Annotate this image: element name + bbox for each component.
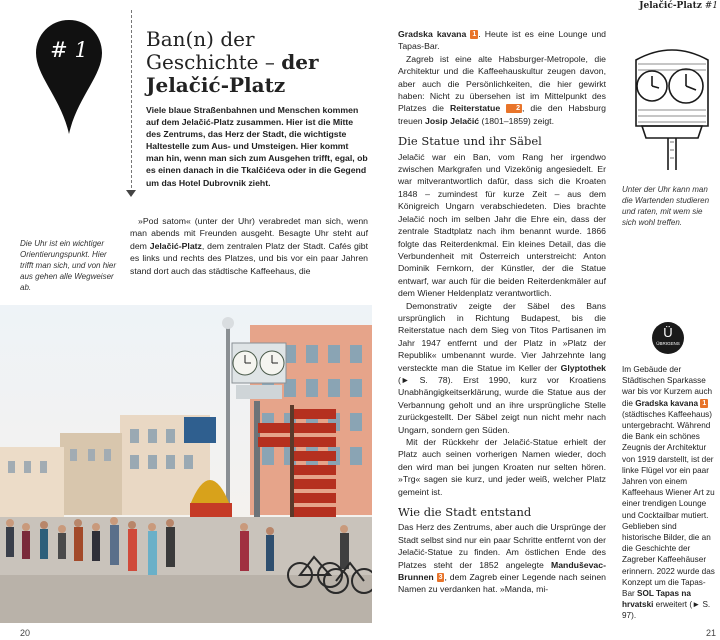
page-number-right: 21 bbox=[706, 628, 717, 638]
title-line-2 bbox=[146, 51, 366, 74]
ubrigens-badge-icon bbox=[652, 322, 684, 354]
running-head-text: Jelačić-Platz bbox=[639, 1, 702, 11]
person-name: Josip Jelačić bbox=[425, 115, 480, 126]
tip-box bbox=[622, 364, 718, 622]
text: (1801–1859) zeigt. bbox=[479, 115, 555, 126]
paragraph: Jelačić war ein Ban, vom Rang her irgendwo zwischen Markgrafen und Vizekönig angesiedelt. Er war mitverantwortlich dafür, dass sich die Kroaten 1848 – zumindest für kurze Zeit – aus dem Königreich Ungarn verabschiedeten. Dies brachte Jelačić noch im selben Jahr die Ehre ein, dass der zentrale Stadtplatz nach ihm benannt wurde. 1866 folgte das Reiterdenkmal. Ein kleines Detail, das die Verbundenheit mit Österreich unterstreicht: Anton Dominik Fernkorn, der Künstler, der die Statue entwarf, war auch für die beiden Reiterdenkmäler auf dem Wiener Heldenplatz verantwortlich. bbox=[398, 151, 606, 299]
place-name: Manduševac-Brunnen bbox=[398, 559, 606, 583]
place-name: Reiterstatue bbox=[449, 103, 501, 114]
paragraph bbox=[130, 215, 368, 277]
map-pin-icon bbox=[34, 18, 104, 136]
title-line-2-bold: der bbox=[281, 50, 319, 74]
place-name: Glyptothek bbox=[560, 362, 606, 373]
intro-text: Viele blaue Straßenbahnen und Menschen kommen auf dem Jelačić-Platz zusammen. Hier ist die Mitte des Zentrums, das Herz der Stadt, die wichtigste Haltestelle zum Aus- und Umsteigen. Hier kommt man hin, wenn man sich zum Ausgehen trifft, egal, ob es einen danach in die Tkalčićeva oder in die Gegend um das Hotel Dubrovnik zieht. bbox=[146, 105, 368, 188]
paragraph: Mit der Rückkehr der Jelačić-Statue erhielt der Platz auch seinen vorherigen Namen wieder, doch den wird man bei jungen Kroaten nur selten hören. »Trg« sagen sie kurz, und jeder weiß, welcher Platz gemeint ist. bbox=[398, 437, 606, 497]
text: Zagreb ist eine alte Habsburger-Metropole, die Architektur und die Kaffeehauskultur zeugen davon, aber auch die Persönlichkeiten, die hier gewirkt haben: Nicht zu übersehen ist im Mittelpunkt des Platzes die bbox=[398, 53, 606, 114]
text: »Pod satom« (unter der Uhr) verabredet man sich, wenn man abends mit Freunden ausgeht. Besagte Uhr steht auf dem bbox=[130, 216, 368, 251]
body-text-left bbox=[130, 215, 368, 277]
running-head-number: #1 bbox=[704, 1, 718, 11]
paragraph bbox=[398, 521, 606, 595]
map-marker-badge: 1 bbox=[472, 31, 477, 38]
paragraph bbox=[398, 53, 606, 127]
text: (städtisches Kaffeehaus) untergebracht. Während die Bank ein schönes Zeugnis der Architektur von 1919 darstellt, ist der linke Flügel vor ein paar Jahren von einem Kaffeehaus Wiener Art zu einer trendigen Lounge und Cocktailbar mutiert. Geblieben sind historische Bilder, die an die Geschichte der Zagreber Kaffeehäuser erinnern. 2022 wurde das Konzept um die Tapas-Bar bbox=[622, 409, 715, 599]
map-marker-badge: 3 bbox=[438, 574, 443, 582]
arrow-down-icon bbox=[126, 190, 136, 197]
text: (► S. 78). Erst 1990, kurz vor Kroatiens Unabhängigkeitserklärung, wurde die Statue aus der Verbannung geholt und an ihre ursprüngliche Stelle zurückgestellt. Der Säbel zeigt nun nicht mehr nach Ungarn, sondern gen Süden. bbox=[398, 374, 606, 435]
text: , dem Zagreb einer Legende nach seinen Namen zu verdanken hat. »Manda, mi- bbox=[398, 572, 606, 595]
place-name: SOL Tapas na hrvatski bbox=[622, 589, 691, 610]
place-name: Jelačić-Platz bbox=[149, 240, 202, 251]
chapter-number: # 1 bbox=[50, 38, 88, 62]
running-head bbox=[618, 1, 718, 11]
section-heading: Die Statue und ihr Säbel bbox=[398, 134, 542, 149]
divider-line bbox=[131, 10, 132, 193]
photo-caption-left: Die Uhr ist ein wichtiger Orientierungspunkt. Hier trifft man sich, und von hier aus gehen alle Wegweiser ab. bbox=[20, 239, 117, 292]
page-number-left: 20 bbox=[20, 628, 31, 638]
paragraph bbox=[398, 28, 606, 53]
body-text-middle bbox=[398, 28, 606, 596]
place-name: Gradska kavana bbox=[635, 398, 699, 408]
paragraph bbox=[398, 300, 606, 436]
title-line-2-plain: Geschichte – bbox=[146, 50, 282, 74]
title-line-3: Jelačić-Platz bbox=[146, 73, 286, 97]
badge-label: ÜBRIGENS bbox=[656, 341, 680, 346]
text: erweitert (► S. 97). bbox=[622, 600, 711, 621]
text: Das Herz des Zentrums, aber auch die Ursprünge der Stadt selbst sind nur ein paar Schritte entfernt von der Jelačić-Statue zu finden. Am östlichen Ende des Platzes steht der 1852 angelegte bbox=[398, 522, 606, 570]
sketch-caption-right: Unter der Uhr kann man die Wartenden studieren und raten, mit wem sie sich wohl treffen. bbox=[622, 185, 710, 227]
text: , die den Habsburg treuen bbox=[398, 103, 606, 126]
text: Im Gebäude der Städtischen Sparkasse war bis vor Kurzem auch die bbox=[622, 365, 713, 408]
section-heading: Wie die Stadt entstand bbox=[398, 505, 532, 520]
map-marker-badge: 2 bbox=[506, 104, 522, 113]
text: . Heute ist es eine Lounge und Tapas-Bar. bbox=[398, 29, 606, 52]
clock-sketch bbox=[628, 30, 716, 170]
badge-letter: Ü bbox=[663, 325, 673, 340]
text: Demonstrativ zeigte der Säbel des Bans ursprünglich in Richtung Budapest, bis die Reiterstatue nach dem Sieg von Titos Partisanen im Jahr 1947 entfernt und der Platz in »Platz der Republik« umbenannt wurde. Vier Jahrzehnte lang versteckte man die Statue im Keller der bbox=[398, 300, 606, 373]
text: , dem zentralen Platz der Stadt. Cafés gibt es links und rechts des Platzes, und bis vor ein paar Jahren stand dort auch das städtische Kaffeehaus, die bbox=[130, 240, 368, 276]
place-name: Gradska kavana bbox=[398, 29, 467, 39]
square-photo bbox=[0, 305, 372, 623]
page-title bbox=[146, 28, 366, 97]
title-line-1: Ban(n) der bbox=[146, 27, 255, 51]
map-marker-badge: 1 bbox=[702, 399, 707, 407]
